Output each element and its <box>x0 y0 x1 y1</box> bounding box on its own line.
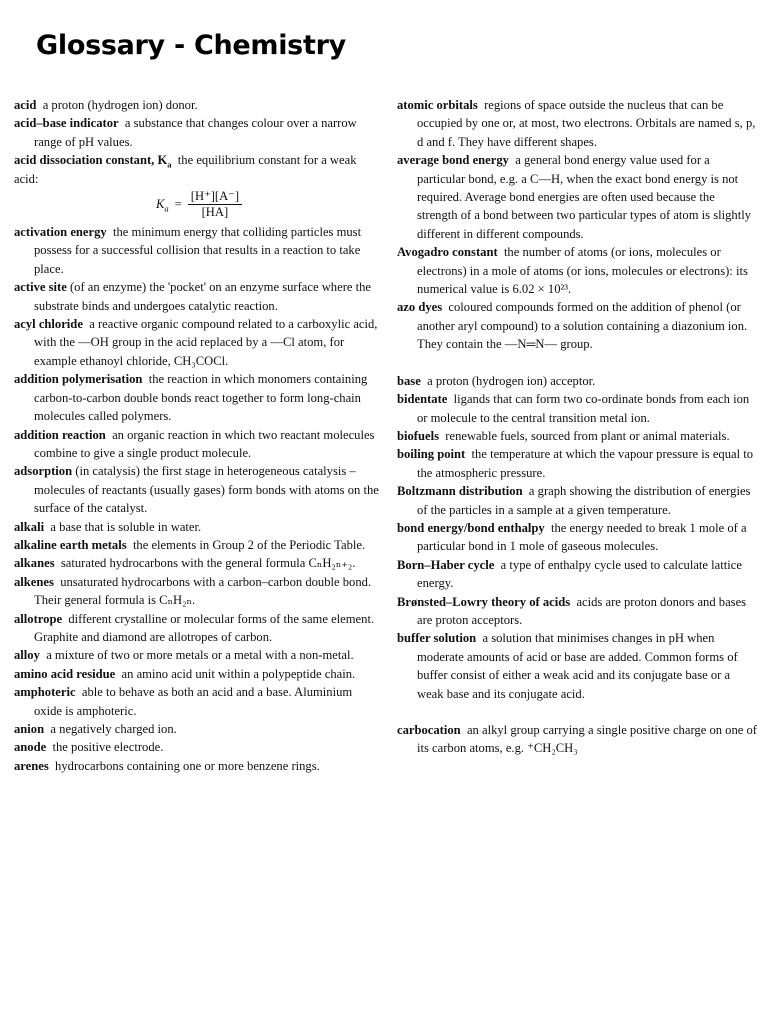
entry-term: adsorption <box>14 464 73 479</box>
entry-term: azo dyes <box>397 300 443 315</box>
glossary-entry <box>14 646 380 664</box>
glossary-entry <box>14 114 380 151</box>
entry-term: addition polymerisation <box>14 372 143 387</box>
page-title: Glossary - Chemistry <box>36 30 346 61</box>
entry-definition: a proton (hydrogen ion) donor. <box>42 98 198 112</box>
entry-definition: a proton (hydrogen ion) acceptor. <box>427 373 596 388</box>
glossary-entry <box>14 278 380 315</box>
entry-definition: the elements in Group 2 of the Periodic Table. <box>132 537 366 552</box>
glossary-entry <box>14 223 380 278</box>
formula-denominator: [HA] <box>201 205 229 220</box>
glossary-entry <box>14 573 380 610</box>
entry-term: atomic orbitals <box>397 98 478 112</box>
entry-term: alkaline earth metals <box>14 537 127 552</box>
glossary-entry <box>14 518 380 536</box>
entry-term: carbocation <box>397 723 461 737</box>
formula-symbol: K <box>156 197 165 212</box>
entry-definition: different crystalline or molecular forms of the same element. Graphite and diamond are allotropes of carbon. <box>34 611 375 644</box>
entry-definition: an organic reaction in which two reactant molecules combine to give a single product molecule. <box>34 427 375 460</box>
glossary-entry <box>397 593 757 630</box>
entry-term: amino acid residue <box>14 666 116 681</box>
entry-definition: unsaturated hydrocarbons with a carbon–carbon double bond. Their general formula is CₙH₂ₙ. <box>34 574 372 608</box>
entry-term: acid–base indicator <box>14 116 119 131</box>
glossary-entry <box>14 665 380 683</box>
glossary-entry <box>397 151 757 243</box>
glossary-entry <box>397 721 757 758</box>
entry-definition: the energy needed to break 1 mole of a particular bond in 1 mole of gaseous molecules. <box>417 520 747 554</box>
entry-term: arenes <box>14 758 49 773</box>
entry-definition: a substance that changes colour over a narrow range of pH values. <box>34 116 357 149</box>
entry-term: base <box>397 373 421 388</box>
glossary-entry <box>397 298 757 353</box>
entry-term: boiling point <box>397 447 466 462</box>
entry-definition: a reactive organic compound related to a carboxylic acid, with the —OH group in the acid replaced by a —Cl atom, for example ethanoyl chloride, CH₃COCl. <box>34 317 378 368</box>
glossary-entry <box>14 370 380 425</box>
glossary-entry <box>397 445 757 482</box>
entry-term: allotrope <box>14 611 63 626</box>
formula-lhs <box>156 195 169 213</box>
entry-definition: the positive electrode. <box>52 740 164 755</box>
glossary-entry <box>14 554 380 572</box>
left-column <box>14 96 380 775</box>
formula-numerator: [H⁺][A⁻] <box>188 189 242 205</box>
section-gap <box>397 354 757 372</box>
glossary-entry <box>14 683 380 720</box>
entry-definition: the temperature at which the vapour pressure is equal to the atmospheric pressure. <box>417 447 754 480</box>
entry-definition: saturated hydrocarbons with the general formula CₙH₂ₙ₊₂. <box>60 556 356 571</box>
entry-definition: regions of space outside the nucleus that can be occupied by one or, at most, two electrons. Orbitals are named s, p, d and f. They have different shapes. <box>417 98 756 149</box>
entry-definition: acids are proton donors and bases are proton acceptors. <box>417 594 747 627</box>
entry-definition: a mixture of two or more metals or a metal with a non-metal. <box>46 648 354 663</box>
ka-formula <box>156 189 380 220</box>
entry-term: alkali <box>14 519 45 534</box>
glossary-entry <box>397 427 757 445</box>
entry-term: active site <box>14 280 67 295</box>
entry-definition: a base that is soluble in water. <box>50 519 202 534</box>
glossary-entry <box>14 738 380 756</box>
entry-term: activation energy <box>14 225 107 240</box>
entry-definition: ligands that can form two co-ordinate bonds from each ion or molecule to the central transition metal ion. <box>417 392 750 425</box>
glossary-entry <box>397 482 757 519</box>
entry-term: average bond energy <box>397 153 509 168</box>
entry-term: acid dissociation constant, K <box>14 153 168 168</box>
entry-definition: a general bond energy value used for a particular bond, e.g. a C—H, when the exact bond energy is not required. Average bond energies are often used because the strength of a bond between two particular types of atom is slightly different in different compounds. <box>417 153 752 241</box>
entry-term: anode <box>14 740 47 755</box>
entry-term: Brønsted–Lowry theory of acids <box>397 594 571 609</box>
entry-term: acid <box>14 98 37 112</box>
glossary-entry <box>14 610 380 647</box>
glossary-entry <box>397 629 757 703</box>
glossary-entry <box>397 556 757 593</box>
entry-term: bond energy/bond enthalpy <box>397 520 545 535</box>
entry-definition: (in catalysis) the first stage in heterogeneous catalysis – molecules of reactants (usually gases) form bonds with atoms on the surface of the catalyst. <box>34 464 379 516</box>
entry-definition: the equilibrium constant for a weak acid: <box>14 153 357 186</box>
entry-term: Boltzmann distribution <box>397 484 523 499</box>
glossary-entry <box>14 96 380 114</box>
glossary-entry <box>14 462 380 517</box>
entry-term: Avogadro constant <box>397 245 498 260</box>
entry-definition: hydrocarbons containing one or more benzene rings. <box>55 758 320 773</box>
entry-definition: able to behave as both an acid and a base. Aluminium oxide is amphoteric. <box>34 685 353 718</box>
formula-equals: = <box>174 197 182 212</box>
entry-definition: an alkyl group carrying a single positive charge on one of its carbon atoms, e.g. ⁺CH₂CH₃ <box>417 723 758 756</box>
entry-term: acyl chloride <box>14 317 83 332</box>
glossary-entry <box>14 757 380 775</box>
entry-definition: an amino acid unit within a polypeptide chain. <box>121 666 356 681</box>
glossary-entry <box>397 243 757 298</box>
glossary-entry <box>397 390 757 427</box>
glossary-entry <box>14 426 380 463</box>
entry-definition: the number of atoms (or ions, molecules or electrons) in a mole of atoms (or ions, molecules or electrons): its numerical value is 6.02 × 10²³. <box>417 245 748 297</box>
entry-term: buffer solution <box>397 631 477 646</box>
entry-term: alkanes <box>14 556 55 571</box>
entry-definition: the minimum energy that colliding particles must possess for a successful collision that results in a reaction to take place. <box>34 225 362 276</box>
entry-definition: coloured compounds formed on the addition of phenol (or another aryl compound) to a solution containing a diazonium ion. They contain the —N═N— group. <box>417 300 748 352</box>
entry-term: alloy <box>14 648 40 663</box>
entry-term: amphoteric <box>14 685 76 700</box>
right-column <box>397 96 757 758</box>
entry-term: addition reaction <box>14 427 106 442</box>
entry-definition: a solution that minimises changes in pH when moderate amounts of acid or base are added. Common forms of buffer consist of either a weak acid and its conjugate base or a weak base and its conjugate acid. <box>417 631 738 701</box>
entry-term: alkenes <box>14 574 54 589</box>
entry-term: biofuels <box>397 428 439 443</box>
entry-definition: a type of enthalpy cycle used to calculate lattice energy. <box>417 557 742 591</box>
entry-definition: a graph showing the distribution of energies of the particles in a sample at a given temperature. <box>417 484 751 517</box>
glossary-entry <box>397 96 757 151</box>
glossary-entry <box>397 519 757 556</box>
entry-definition: a negatively charged ion. <box>50 722 177 736</box>
formula-subscript: a <box>164 203 169 214</box>
entry-definition: the reaction in which monomers containing carbon-to-carbon double bonds react together to form long-chain molecules called polymers. <box>34 372 368 424</box>
entry-term-subscript: a <box>167 159 172 170</box>
glossary-entry <box>14 315 380 370</box>
glossary-entry <box>397 372 757 390</box>
entry-definition: renewable fuels, sourced from plant or animal materials. <box>445 428 730 443</box>
glossary-entry <box>14 720 380 738</box>
entry-term: Born–Haber cycle <box>397 557 495 572</box>
glossary-entry <box>14 151 380 188</box>
entry-term: anion <box>14 722 45 736</box>
section-gap <box>397 703 757 721</box>
formula-fraction <box>188 189 242 220</box>
entry-term: bidentate <box>397 392 448 407</box>
glossary-entry <box>14 536 380 554</box>
entry-definition: (of an enzyme) the 'pocket' on an enzyme surface where the substrate binds and undergoes catalytic reaction. <box>34 280 372 313</box>
